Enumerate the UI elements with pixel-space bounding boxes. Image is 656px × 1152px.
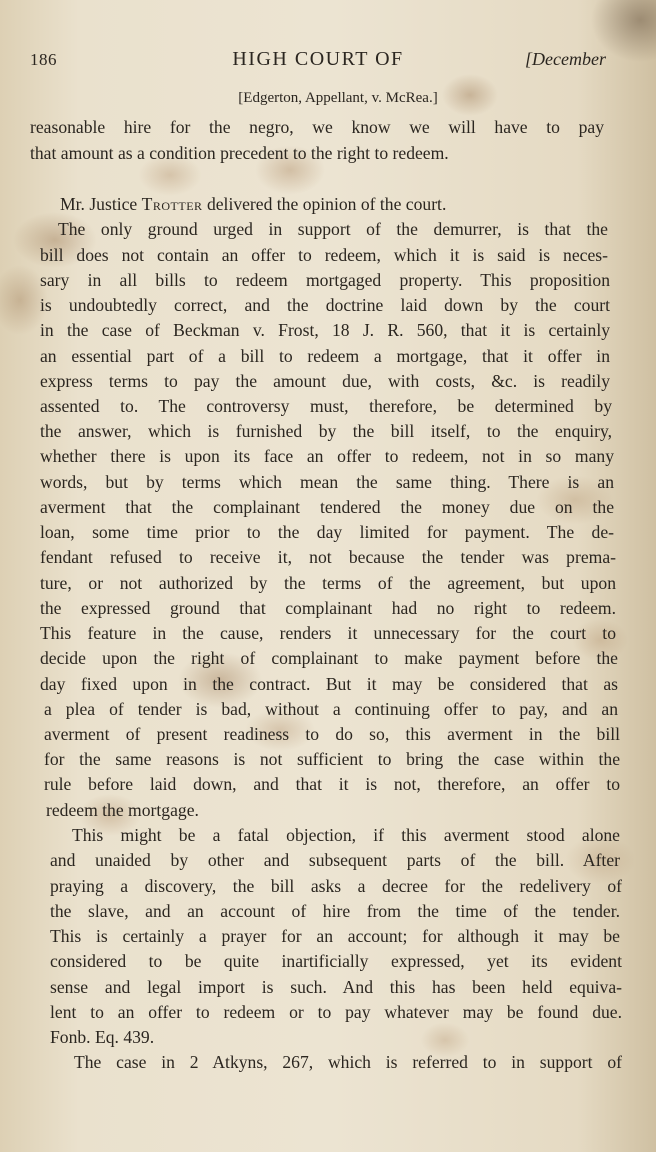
text-line: is undoubtedly correct, and the doctrine laid down by the court <box>40 295 610 315</box>
text-line: decide upon the right of complainant to make payment before the <box>40 648 618 668</box>
text-line: in the case of Beckman v. Frost, 18 J. R. 560, that it is certainly <box>40 320 610 340</box>
text-line: loan, some time prior to the day limited for payment. The de- <box>40 522 614 542</box>
term-label: [December <box>525 49 606 69</box>
text-line: redeem the mortgage. <box>46 800 199 820</box>
text-line: bill does not contain an offer to redeem, which it is said is neces- <box>40 245 608 265</box>
text-line: This feature in the cause, renders it unnecessary for the court to <box>40 623 616 643</box>
text-line: day fixed upon in the contract. But it may be considered that as <box>40 674 618 694</box>
case-reference: [Edgerton, Appellant, v. McRea.] <box>238 90 438 106</box>
text-line: an essential part of a bill to redeem a mortgage, that it offer in <box>40 346 610 366</box>
text-line: praying a discovery, the bill asks a decree for the redelivery of <box>50 876 622 896</box>
text-line: express terms to pay the amount due, with costs, &c. is readily <box>40 371 610 391</box>
page-number: 186 <box>30 50 57 69</box>
text-line: This is certainly a prayer for an account; for although it may be <box>50 926 620 946</box>
text-line: sary in all bills to redeem mortgaged property. This proposition <box>40 270 610 290</box>
opinion-prefix: Mr. Justice <box>60 194 142 214</box>
text-line: the expressed ground that complainant had no right to redeem. <box>40 598 616 618</box>
text-line: The case in 2 Atkyns, 267, which is referred to in support of <box>74 1052 622 1072</box>
text-line: and unaided by other and subsequent parts of the bill. After <box>50 850 620 870</box>
opinion-suffix: delivered the opinion of the court. <box>202 194 447 214</box>
text-line: ture, or not authorized by the terms of the agreement, but upon <box>40 573 616 593</box>
text-line: a plea of tender is bad, without a continuing offer to pay, and an <box>44 699 618 719</box>
justice-name: Trotter <box>141 194 203 214</box>
text-line-opinion <box>60 192 590 217</box>
text-line: fendant refused to receive it, not because the tender was prema- <box>40 547 616 567</box>
text-line: the slave, and an account of hire from the time of the tender. <box>50 901 620 921</box>
text-line: The only ground urged in support of the demurrer, is that the <box>58 219 608 239</box>
text-line: sense and legal import is such. And this has been held equiva- <box>50 977 622 997</box>
text-line: Fonb. Eq. 439. <box>50 1027 155 1047</box>
text-line: This might be a fatal objection, if this averment stood alone <box>72 825 620 845</box>
text-line: that amount as a condition precedent to the right to redeem. <box>30 143 449 163</box>
text-line: words, but by terms which mean the same thing. There is an <box>40 472 614 492</box>
text-line: whether there is upon its face an offer to redeem, not in so many <box>40 446 614 466</box>
text-line: the answer, which is furnished by the bill itself, to the enquiry, <box>40 421 612 441</box>
text-line: averment that the complainant tendered the money due on the <box>40 497 614 517</box>
running-head: HIGH COURT OF <box>232 48 404 70</box>
text-line: assented to. The controversy must, therefore, be determined by <box>40 396 612 416</box>
text-line: reasonable hire for the negro, we know we will have to pay <box>30 117 604 137</box>
text-line: averment of present readiness to do so, this averment in the bill <box>44 724 620 744</box>
text-line: lent to an offer to redeem or to pay whatever may be found due. <box>50 1002 622 1022</box>
text-line: for the same reasons is not sufficient to bring the case within the <box>44 749 620 769</box>
page-header <box>30 48 606 76</box>
text-line: rule before laid down, and that it is not, therefore, an offer to <box>44 774 620 794</box>
text-line: considered to be quite inartificially expressed, yet its evident <box>50 951 622 971</box>
